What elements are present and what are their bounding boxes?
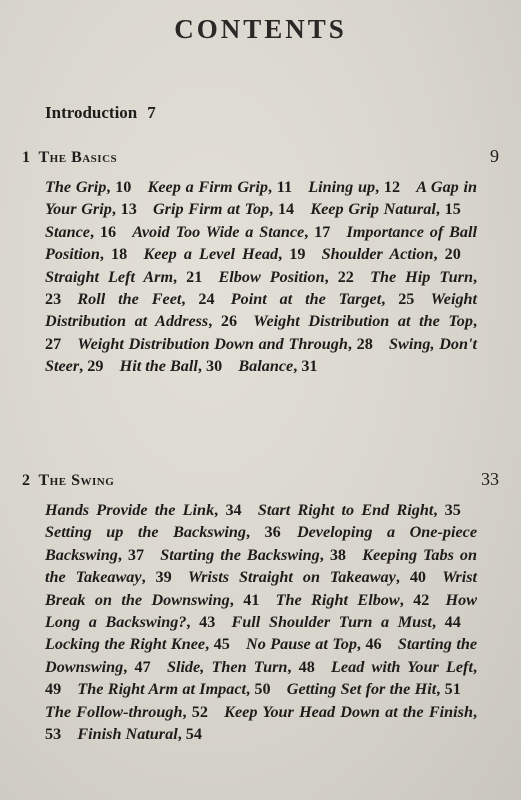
entry-title: The Right Elbow xyxy=(275,590,400,609)
entry-title: The Follow-through xyxy=(45,702,183,721)
toc-entry xyxy=(77,335,372,353)
entry-page: , 49 xyxy=(45,657,477,699)
entry-page: , 47 xyxy=(123,657,151,676)
entry-page: , 11 xyxy=(267,178,293,196)
entry-title: Swing, Don't Steer xyxy=(45,334,477,376)
entry-title: Keep Grip Natural xyxy=(310,200,436,219)
entry-title: Locking the Right Knee xyxy=(45,635,206,654)
entry-page: , 14 xyxy=(269,200,295,219)
entry-page: , 37 xyxy=(117,545,145,564)
entry-page: , 23 xyxy=(45,267,477,309)
entry-page: , 27 xyxy=(45,312,478,353)
entry-title: Wrists Straight on Takeaway xyxy=(187,568,396,587)
entry-title: Starting the Downswing xyxy=(45,635,478,676)
toc-entry xyxy=(132,223,330,241)
entry-page: , 29 xyxy=(79,357,104,376)
entry-title: Keeping Tabs on the Takeaway xyxy=(45,545,477,587)
entry-page: , 35 xyxy=(433,501,461,519)
entry-title: Keep Your Head Down at the Finish xyxy=(224,702,473,721)
entry-page: , 39 xyxy=(141,568,172,587)
chapter-page: 33 xyxy=(481,469,499,489)
entry-page: , 53 xyxy=(45,702,477,744)
entry-page: , 26 xyxy=(208,312,238,331)
toc-entry xyxy=(218,268,353,286)
entry-title: Avoid Too Wide a Stance xyxy=(132,222,305,241)
entry-title: Lining up xyxy=(308,178,376,196)
entry-title: Grip Firm at Top xyxy=(152,200,270,219)
entry-title: Slide, Then Turn xyxy=(166,657,288,676)
chapter-number: 1 xyxy=(22,149,31,166)
entry-page: , 48 xyxy=(287,657,315,676)
entry-title: Keep a Firm Grip xyxy=(147,178,268,196)
chapter-page: 9 xyxy=(490,146,499,166)
chapter-heading xyxy=(22,469,499,490)
toc-entry xyxy=(238,357,317,375)
entry-title: A Gap in Your Grip xyxy=(45,178,478,219)
entry-title: Wrist Break on the Downswing xyxy=(45,568,477,609)
entry-page: , 21 xyxy=(173,267,203,286)
entry-title: Lead with Your Left xyxy=(331,657,473,676)
entry-page: , 36 xyxy=(245,523,281,542)
entry-page: , 51 xyxy=(436,680,461,699)
toc-entry xyxy=(287,680,461,698)
entry-page: , 22 xyxy=(324,267,354,286)
entry-page: , 41 xyxy=(229,590,260,609)
entry-page: , 45 xyxy=(205,635,230,654)
entry-title: Starting the Backswing xyxy=(160,545,320,564)
entry-title: Stance xyxy=(45,222,90,241)
entry-page: , 34 xyxy=(214,501,242,519)
toc-entry xyxy=(231,290,415,308)
entry-page: , 52 xyxy=(182,702,208,721)
introduction-label: Introduction xyxy=(45,103,138,122)
toc-entry xyxy=(120,357,223,375)
entry-title: Elbow Position xyxy=(218,267,325,286)
toc-entry xyxy=(160,546,346,564)
toc-entry xyxy=(77,725,202,743)
chapter-number: 2 xyxy=(22,472,31,489)
toc-entry xyxy=(45,523,281,541)
entry-page: , 43 xyxy=(186,613,216,632)
entry-title: Straight Left Arm xyxy=(45,267,174,286)
entry-title: Finish Natural xyxy=(77,725,178,744)
chapter-entries xyxy=(45,176,477,378)
entry-title: The Grip xyxy=(45,178,107,196)
toc-entry xyxy=(310,200,460,218)
entry-page: , 12 xyxy=(375,178,401,196)
chapter-title: The Swing xyxy=(38,472,115,489)
entry-page: , 17 xyxy=(304,222,331,241)
entry-page: , 50 xyxy=(246,680,271,699)
entry-page: , 40 xyxy=(395,568,427,587)
entry-title: Importance of Ball Position xyxy=(45,222,478,264)
toc-entry xyxy=(45,178,131,196)
entry-page: , 13 xyxy=(111,200,137,219)
entry-title: Full Shoulder Turn a Must xyxy=(231,613,432,632)
toc-entry xyxy=(308,178,400,196)
entry-page: , 16 xyxy=(89,222,117,241)
entry-title: Getting Set for the Hit xyxy=(286,680,437,699)
toc-entry xyxy=(45,223,116,241)
toc-entry xyxy=(45,635,230,653)
toc-entry xyxy=(77,680,270,698)
toc-entry xyxy=(232,613,461,631)
toc-entry xyxy=(276,591,430,609)
entry-title: Hit the Ball xyxy=(119,357,198,376)
entry-title: Weight Distribution Down and Through xyxy=(77,334,348,353)
chapter-entries xyxy=(45,499,477,745)
toc-entry xyxy=(45,703,208,721)
toc-entry xyxy=(148,178,292,196)
entry-page: , 54 xyxy=(177,725,202,744)
page-title: CONTENTS xyxy=(174,14,347,44)
toc-entry xyxy=(45,268,202,286)
introduction-entry xyxy=(45,103,156,123)
entry-title: Balance xyxy=(238,357,294,376)
entry-title: Hands Provide the Link xyxy=(45,501,215,519)
entry-page: , 15 xyxy=(435,200,461,219)
chapter-heading xyxy=(22,146,499,167)
entry-page: , 18 xyxy=(99,245,128,264)
entry-title: Keep a Level Head xyxy=(143,245,279,264)
toc-entry xyxy=(322,245,461,263)
toc-entry xyxy=(258,501,461,519)
toc-entry xyxy=(167,658,315,676)
entry-title: The Right Arm at Impact xyxy=(77,680,247,699)
toc-entry xyxy=(188,568,426,586)
entry-page: , 10 xyxy=(106,178,132,196)
entry-page: , 38 xyxy=(319,545,346,564)
entry-title: How Long a Backswing? xyxy=(45,590,478,632)
introduction-page: 7 xyxy=(147,103,156,122)
toc-entry xyxy=(246,635,382,653)
entry-title: Weight Distribution at Address xyxy=(45,290,478,331)
toc-entry xyxy=(45,501,242,519)
entry-page: , 20 xyxy=(433,245,461,264)
toc-entry xyxy=(153,200,294,218)
chapter-title: The Basics xyxy=(38,149,118,166)
entry-title: The Hip Turn xyxy=(370,267,473,286)
entry-page: , 25 xyxy=(381,290,415,309)
entry-title: Setting up the Backswing xyxy=(45,523,246,542)
entry-title: No Pause at Top xyxy=(246,635,357,654)
entry-title: Weight Distribution at the Top xyxy=(253,312,473,331)
entry-page: , 46 xyxy=(356,635,382,654)
entry-page: , 19 xyxy=(278,245,306,264)
entry-title: Start Right to End Right xyxy=(257,501,434,519)
entry-page: , 28 xyxy=(347,334,373,353)
entry-title: Roll the Feet xyxy=(77,290,182,309)
entry-page: , 24 xyxy=(181,290,215,309)
entry-page: , 42 xyxy=(399,590,430,609)
toc-entry xyxy=(77,290,214,308)
entry-page: , 31 xyxy=(293,357,318,376)
entry-title: Shoulder Action xyxy=(321,245,434,264)
entry-title: Point at the Target xyxy=(230,290,382,309)
toc-entry xyxy=(143,245,305,263)
entry-page: , 44 xyxy=(431,613,461,632)
entry-page: , 30 xyxy=(197,357,223,376)
entry-title: Developing a One-piece Backswing xyxy=(45,523,478,564)
